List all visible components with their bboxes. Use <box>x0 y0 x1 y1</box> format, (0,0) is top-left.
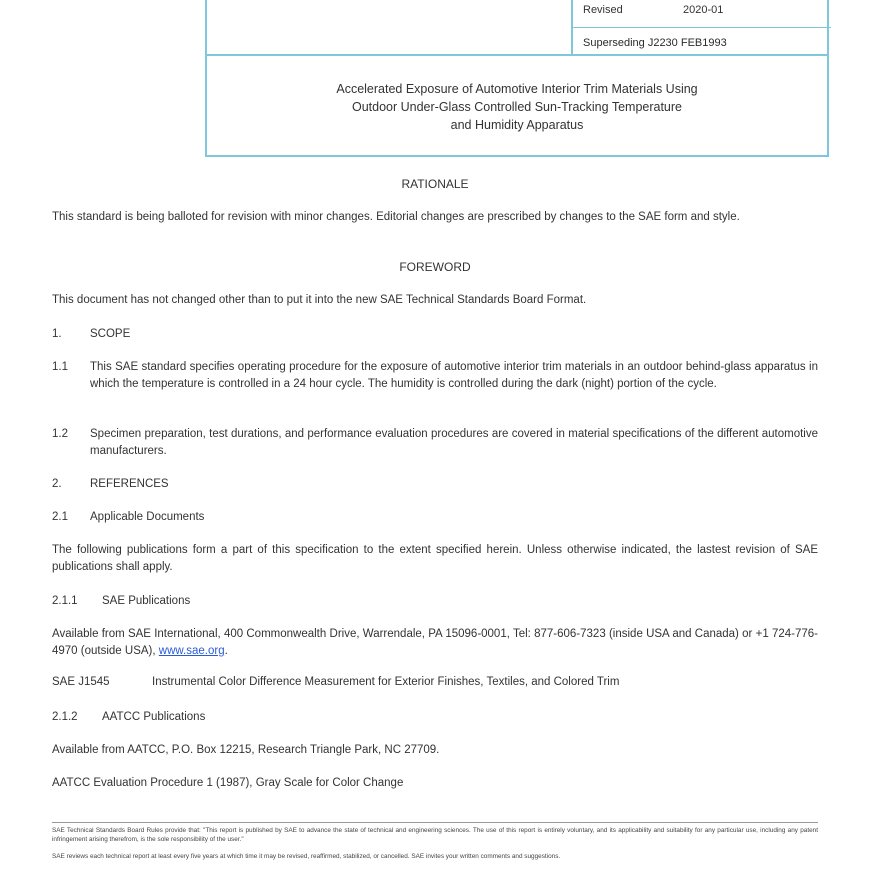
section-number: 2.1.2 <box>52 711 78 723</box>
rationale-text: This standard is being balloted for revision with minor changes. Editorial changes are prescribed by changes to the SAE form and style. <box>52 211 740 223</box>
section-title: AATCC Publications <box>102 711 206 723</box>
section-aatcc-publications-heading <box>52 709 205 726</box>
scope-paragraph-1-2: Specimen preparation, test durations, and performance evaluation procedures are covered in material specifications of the different automotive manufacturers. <box>90 428 818 457</box>
footer-review-notice: SAE reviews each technical report at least every five years at which time it may be revised, reaffirmed, stabilized, or cancelled. SAE invites your written comments and suggestions. <box>52 853 561 860</box>
revised-row <box>583 4 724 16</box>
sae-availability-body: Available from SAE International, 400 Commonwealth Drive, Warrendale, PA 15096-0001, Tel: 877-606-7323 (inside USA and Canada) or +1 724-776-4970 (outside USA), <box>52 628 818 657</box>
title-line: Accelerated Exposure of Automotive Interior Trim Materials Using <box>336 82 698 96</box>
document-title <box>207 80 827 134</box>
paragraph-number: 1.1 <box>52 361 68 373</box>
foreword-heading: FOREWORD <box>399 260 471 274</box>
sae-availability-end: . <box>224 645 228 657</box>
section-title: REFERENCES <box>90 478 169 490</box>
section-applicable-documents-heading <box>52 509 204 526</box>
sae-availability-text <box>52 626 818 660</box>
section-title: SCOPE <box>90 328 131 340</box>
section-number: 2. <box>52 478 62 490</box>
title-line: Outdoor Under-Glass Controlled Sun-Tracking Temperature <box>351 100 682 114</box>
revised-label: Revised <box>583 4 623 16</box>
footer-divider <box>52 822 818 823</box>
meta-divider <box>573 27 831 28</box>
sae-reference-entry <box>52 676 620 688</box>
rationale-heading: RATIONALE <box>401 177 469 191</box>
section-title: SAE Publications <box>102 595 191 607</box>
reference-code: SAE J1545 <box>52 676 110 688</box>
section-number: 1. <box>52 328 62 340</box>
aatcc-reference-entry: AATCC Evaluation Procedure 1 (1987), Gray Scale for Color Change <box>52 777 404 789</box>
section-number: 2.1.1 <box>52 595 78 607</box>
scope-paragraph-1-1: This SAE standard specifies operating procedure for the exposure of automotive interior trim materials in an outdoor behind-glass apparatus in which the temperature is controlled in a 24 hour cycle. The humidity is controlled during the dark (night) portion of the cycle. <box>90 361 818 390</box>
header-top-row <box>207 0 827 56</box>
superseding-text: Superseding J2230 FEB1993 <box>583 37 727 49</box>
sae-website-link[interactable]: www.sae.org <box>158 645 225 657</box>
section-references-heading <box>52 476 169 493</box>
section-number: 2.1 <box>52 511 68 523</box>
footer-disclaimer: SAE Technical Standards Board Rules provide that: "This report is published by SAE to advance the state of technical and engineering sciences. The use of this report is entirely voluntary, and its applicability and suitability for any particular use, including any patent infringement arising therefrom, is the sole responsibility of the user." <box>52 827 818 843</box>
revised-value: 2020-01 <box>683 4 724 16</box>
header-left-cell <box>207 0 573 54</box>
document-header-box <box>205 0 829 157</box>
title-line: and Humidity Apparatus <box>450 118 584 132</box>
section-scope-heading <box>52 326 130 343</box>
paragraph-number: 1.2 <box>52 428 68 440</box>
reference-title: Instrumental Color Difference Measurement for Exterior Finishes, Textiles, and Colored Trim <box>152 676 620 688</box>
section-sae-publications-heading <box>52 593 190 610</box>
aatcc-availability-text: Available from AATCC, P.O. Box 12215, Research Triangle Park, NC 27709. <box>52 744 440 756</box>
foreword-text: This document has not changed other than to put it into the new SAE Technical Standards Board Format. <box>52 294 587 306</box>
applicable-documents-text: The following publications form a part of this specification to the extent specified herein. Unless otherwise indicated, the lastest revision of SAE publications shall apply. <box>52 544 818 573</box>
section-title: Applicable Documents <box>90 511 205 523</box>
